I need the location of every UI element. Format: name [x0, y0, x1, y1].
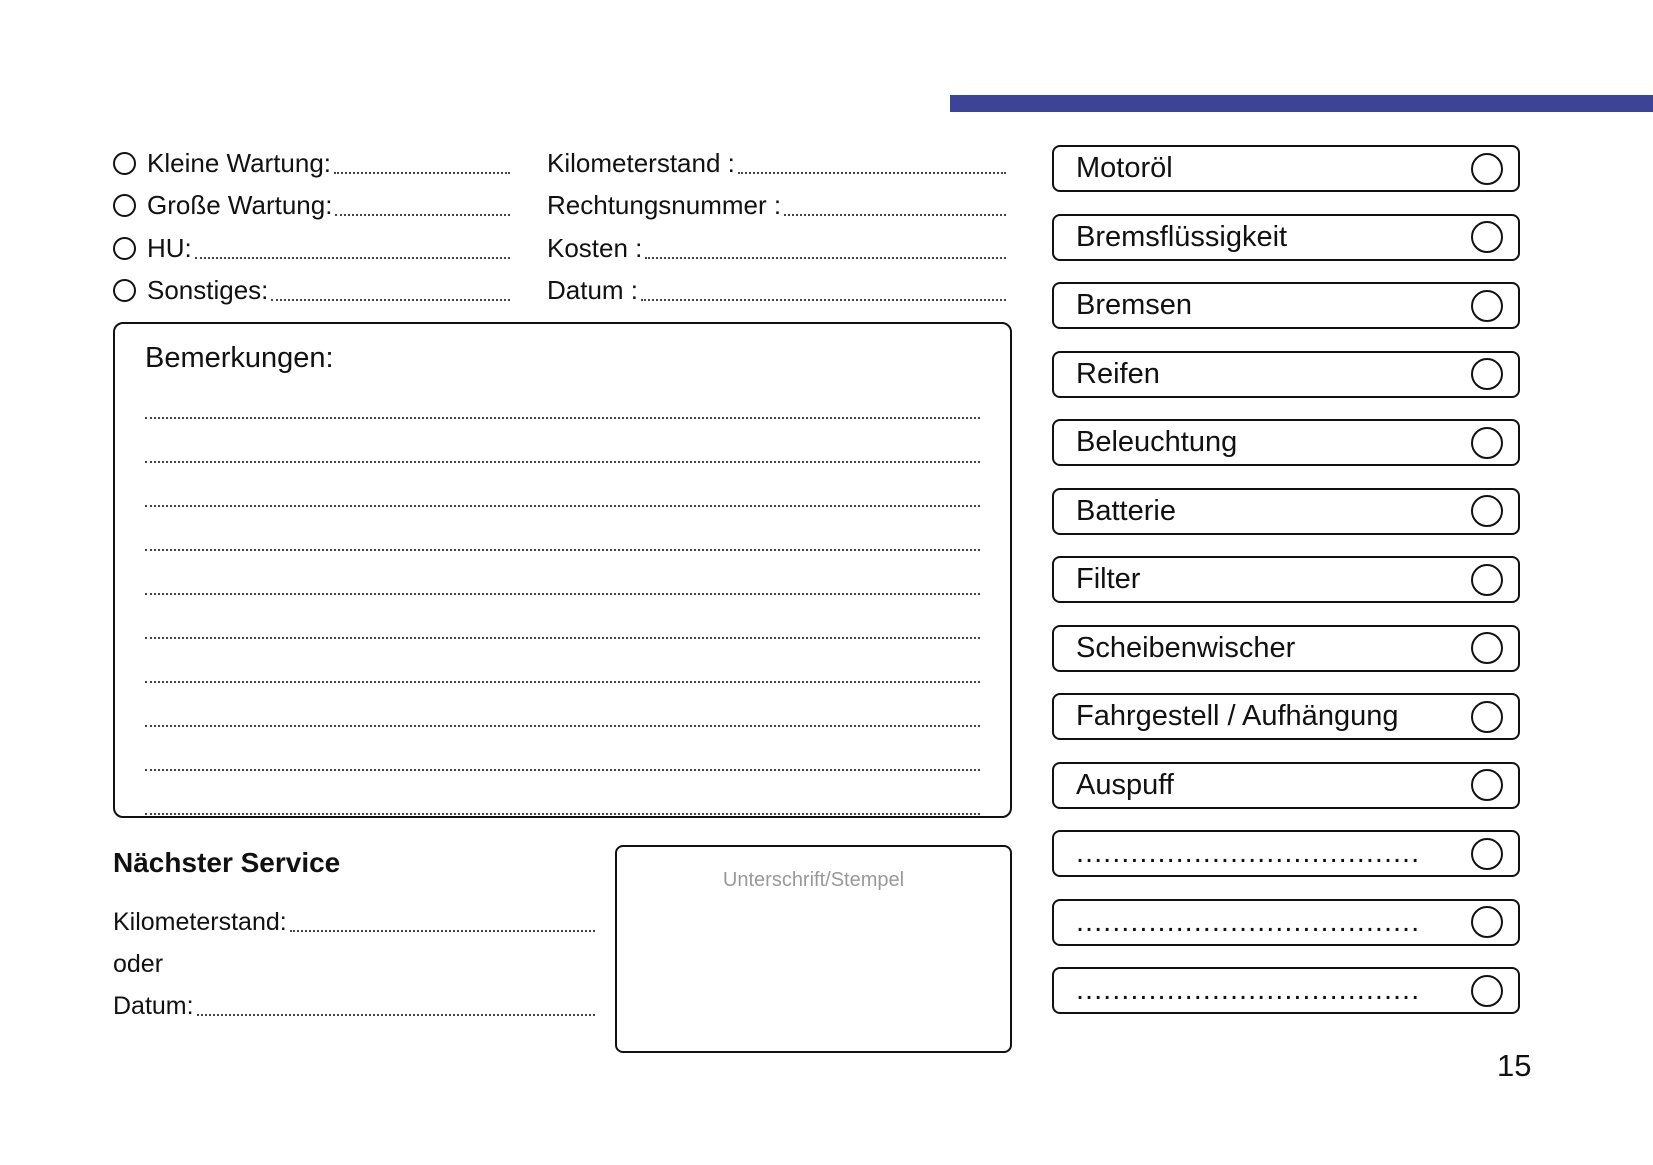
datum-field[interactable]: [641, 299, 1006, 301]
checklist-item-auspuff: [1052, 762, 1520, 809]
checklist-item-scheibenwischer: [1052, 625, 1520, 672]
detail-row: [547, 221, 1006, 264]
kleine-wartung-label: Kleine Wartung:: [147, 147, 332, 178]
checklist-blank-field[interactable]: ......................................: [1076, 974, 1421, 1006]
next-datum-label: Datum:: [113, 992, 194, 1021]
next-kilometerstand-field[interactable]: [290, 930, 595, 932]
detail-row: [547, 264, 1006, 307]
bremsfluessigkeit-checkbox[interactable]: [1471, 221, 1503, 253]
remark-line[interactable]: [145, 639, 980, 683]
kilometerstand-field[interactable]: [738, 172, 1006, 174]
remarks-box: [113, 322, 1012, 818]
checklist-item-fahrgestell-aufhaengung: [1052, 693, 1520, 740]
service-type-row: [113, 264, 510, 307]
detail-row: [547, 179, 1006, 222]
sonstiges-label: Sonstiges:: [147, 275, 269, 306]
next-service-row: [113, 895, 595, 937]
blank-1-checkbox[interactable]: [1471, 838, 1503, 870]
kleine-wartung-field[interactable]: [334, 172, 510, 174]
remark-line[interactable]: [145, 727, 980, 771]
auspuff-checkbox[interactable]: [1471, 769, 1503, 801]
checklist-item-label: Filter: [1076, 563, 1141, 595]
blank-3-checkbox[interactable]: [1471, 975, 1503, 1007]
service-details-column: [547, 136, 1006, 306]
sonstiges-field[interactable]: [271, 299, 510, 301]
remark-line[interactable]: [145, 551, 980, 595]
reifen-checkbox[interactable]: [1471, 358, 1503, 390]
checklist-item-label: Scheibenwischer: [1076, 631, 1296, 664]
checklist-item-bremsfluessigkeit: [1052, 214, 1520, 261]
checklist-blank-field[interactable]: ......................................: [1076, 905, 1421, 938]
checklist-item-motoroel: [1052, 145, 1520, 192]
remark-line[interactable]: [145, 507, 980, 551]
kosten-label: Kosten :: [547, 232, 643, 263]
remark-line[interactable]: [145, 419, 980, 463]
hu-field[interactable]: [195, 257, 510, 259]
checklist-item-blank-3: [1052, 967, 1520, 1014]
checklist-blank-field[interactable]: ......................................: [1076, 837, 1421, 869]
kilometerstand-label: Kilometerstand :: [547, 147, 735, 178]
remark-line[interactable]: [145, 771, 980, 815]
checklist-item-label: Beleuchtung: [1076, 426, 1238, 458]
remark-line[interactable]: [145, 595, 980, 639]
next-service-section: [113, 847, 595, 1021]
next-service-title: Nächster Service: [113, 847, 341, 878]
checklist-item-beleuchtung: [1052, 419, 1520, 466]
signature-stamp-box[interactable]: [615, 845, 1012, 1053]
checklist-item-label: Motoröl: [1076, 152, 1173, 184]
service-type-row: [113, 136, 510, 179]
next-datum-field[interactable]: [197, 1014, 595, 1016]
remark-line[interactable]: [145, 375, 980, 419]
detail-row: [547, 136, 1006, 179]
fahrgestell-checkbox[interactable]: [1471, 701, 1503, 733]
next-kilometerstand-label: Kilometerstand:: [113, 908, 287, 937]
checklist: [1052, 145, 1520, 1036]
hu-label: HU:: [147, 232, 192, 263]
accent-bar: [950, 95, 1653, 112]
remark-line[interactable]: [145, 683, 980, 727]
service-type-row: [113, 221, 510, 264]
checklist-item-filter: [1052, 556, 1520, 603]
filter-checkbox[interactable]: [1471, 564, 1503, 596]
checklist-item-label: Fahrgestell / Aufhängung: [1076, 700, 1399, 732]
blank-2-checkbox[interactable]: [1471, 906, 1503, 938]
checklist-item-label: Reifen: [1076, 357, 1160, 390]
service-type-column: [113, 136, 510, 306]
checklist-item-reifen: [1052, 351, 1520, 398]
next-service-row: [113, 979, 595, 1021]
rechnungsnummer-label: Rechtungsnummer :: [547, 190, 782, 221]
oder-label: oder: [113, 950, 164, 978]
grosse-wartung-radio[interactable]: [113, 194, 136, 217]
remarks-title: Bemerkungen:: [145, 342, 334, 374]
page-number: 15: [1497, 1048, 1532, 1083]
grosse-wartung-field[interactable]: [335, 214, 510, 216]
checklist-item-label: Batterie: [1076, 494, 1176, 527]
batterie-checkbox[interactable]: [1471, 495, 1503, 527]
kleine-wartung-radio[interactable]: [113, 152, 136, 175]
checklist-item-batterie: [1052, 488, 1520, 535]
sonstiges-radio[interactable]: [113, 279, 136, 302]
remark-line[interactable]: [145, 463, 980, 507]
beleuchtung-checkbox[interactable]: [1471, 427, 1503, 459]
rechnungsnummer-field[interactable]: [784, 214, 1006, 216]
datum-label: Datum :: [547, 275, 639, 306]
motoroel-checkbox[interactable]: [1471, 153, 1503, 185]
checklist-item-bremsen: [1052, 282, 1520, 329]
checklist-item-blank-1: [1052, 830, 1520, 877]
service-entry-form: [113, 136, 1006, 306]
signature-stamp-label: Unterschrift/Stempel: [722, 869, 905, 891]
bremsen-checkbox[interactable]: [1471, 290, 1503, 322]
checklist-item-blank-2: [1052, 899, 1520, 946]
checklist-item-label: Bremsflüssigkeit: [1076, 220, 1288, 253]
grosse-wartung-label: Große Wartung:: [147, 190, 333, 221]
checklist-item-label: Bremsen: [1076, 289, 1193, 321]
scheibenwischer-checkbox[interactable]: [1471, 632, 1503, 664]
service-type-row: [113, 179, 510, 222]
hu-radio[interactable]: [113, 237, 136, 260]
checklist-item-label: Auspuff: [1076, 768, 1174, 801]
kosten-field[interactable]: [645, 257, 1006, 259]
